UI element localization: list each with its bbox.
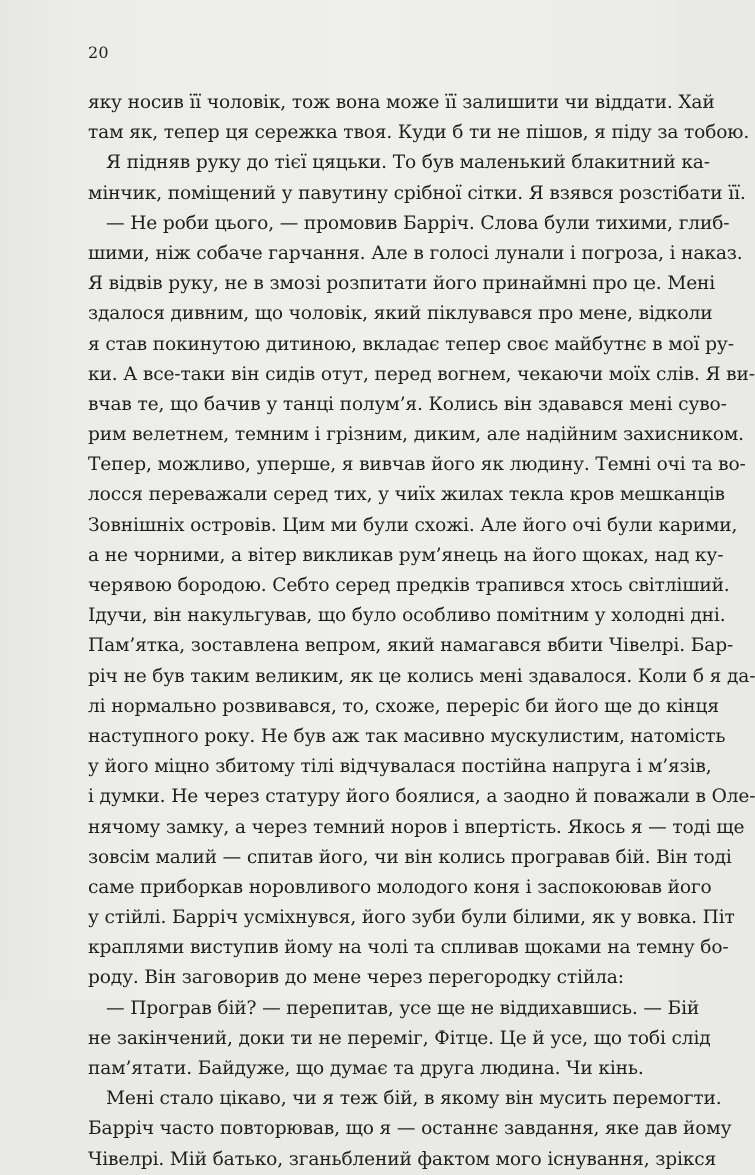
text-line-28: у стійлі. Барріч усміхнувся, його зуби були білими, як у вовка. Піт: [88, 907, 735, 929]
text-line-9: я став покинутою дитиною, вкладає тепер своє майбутнє в мої ру-: [88, 333, 734, 355]
text-line-30: роду. Він заговорив до мене через перегородку стійла:: [88, 967, 624, 989]
body-text: [88, 88, 755, 1170]
text-line-4: мінчик, поміщений у павутину срібної сітки. Я взявся розстібати її.: [88, 182, 746, 204]
text-line-10: ки. А все-таки він сидів отут, перед вогнем, чекаючи моїх слів. Я ви-: [88, 363, 755, 385]
text-line-22: наступного року. Не був аж так масивно мускулистим, натомість: [88, 725, 726, 747]
text-line-19: Пам’ятка, зоставлена вепром, який намагався вбити Чівелрі. Бар-: [88, 635, 734, 657]
text-line-35: Барріч часто повторював, що я — останнє завдання, яке дав йому: [88, 1118, 732, 1140]
text-line-2: там як, тепер ця сережка твоя. Куди б ти не пішов, я піду за тобою.: [88, 122, 750, 144]
text-line-3: Я підняв руку до тієї цяцьки. То був маленький блакитний ка-: [106, 152, 710, 174]
text-line-31: — Програв бій? — перепитав, усе ще не віддихавшись. — Бій: [106, 997, 700, 1019]
text-line-25: нячому замку, а через темний норов і впертість. Якось я — тоді ще: [88, 816, 745, 838]
text-line-1: яку носив її чоловік, тож вона може її залишити чи віддати. Хай: [88, 92, 715, 113]
text-line-15: Зовнішніх островів. Цим ми були схожі. Але його очі були карими,: [88, 514, 738, 536]
text-line-17: черявою бородою. Себто серед предків трапився хтось світліший.: [88, 575, 730, 596]
text-line-11: вчав те, що бачив у танці полум’я. Колись він здавався мені суво-: [88, 393, 727, 415]
text-line-33: пам’ятати. Байдуже, що думає та друга людина. Чи кінь.: [88, 1058, 644, 1079]
text-line-34: Мені стало цікаво, чи я теж бій, в якому він мусить перемогти.: [106, 1088, 722, 1110]
text-line-36: Чівелрі. Мій батько, зганьблений фактом мого існування, зрікся: [88, 1148, 717, 1170]
text-line-16: а не чорними, а вітер викликав рум’янець на його щоках, над ку-: [88, 544, 724, 566]
text-line-12: рим велетнем, темним і грізним, диким, але надійним захисником.: [88, 424, 744, 446]
text-line-26: зовсім малий — спитав його, чи він колись програвав бій. Він тоді: [88, 846, 732, 868]
text-line-18: Ідучи, він накульгував, що було особливо помітним у холодні дні.: [88, 605, 726, 627]
text-line-21: лі нормально розвивався, то, схоже, переріс би його ще до кінця: [88, 695, 719, 717]
text-line-32: не закінчений, доки ти не переміг, Фітце. Це й усе, що тобі слід: [88, 1027, 711, 1049]
text-line-8: здалося дивним, що чоловік, який піклувався про мене, відколи: [88, 303, 713, 325]
page-number: 20: [88, 43, 109, 62]
text-line-14: лосся переважали серед тих, у чиїх жилах текла кров мешканців: [88, 484, 725, 506]
text-line-20: річ не був таким великим, як це колись мені здавалося. Коли б я да-: [88, 665, 755, 687]
text-line-7: Я відвів руку, не в змозі розпитати його принаймні про це. Мені: [88, 273, 716, 295]
text-line-29: краплями виступив йому на чолі та спливав щоками на темну бо-: [88, 937, 729, 959]
text-line-27: саме приборкав норовливого молодого коня і заспокоював його: [88, 876, 712, 898]
text-line-23: у його міцно збитому тілі відчувалася постійна напруга і м’язів,: [88, 756, 712, 778]
text-line-6: шими, ніж собаче гарчання. Але в голосі лунали і погроза, і наказ.: [88, 242, 743, 264]
text-line-24: і думки. Не через статуру його боялися, а заодно й поважали в Оле-: [88, 786, 755, 808]
text-line-13: Тепер, можливо, уперше, я вивчав його як людину. Темні очі та во-: [88, 454, 746, 476]
text-line-5: — Не роби цього, — промовив Барріч. Слова були тихими, глиб-: [106, 212, 730, 234]
